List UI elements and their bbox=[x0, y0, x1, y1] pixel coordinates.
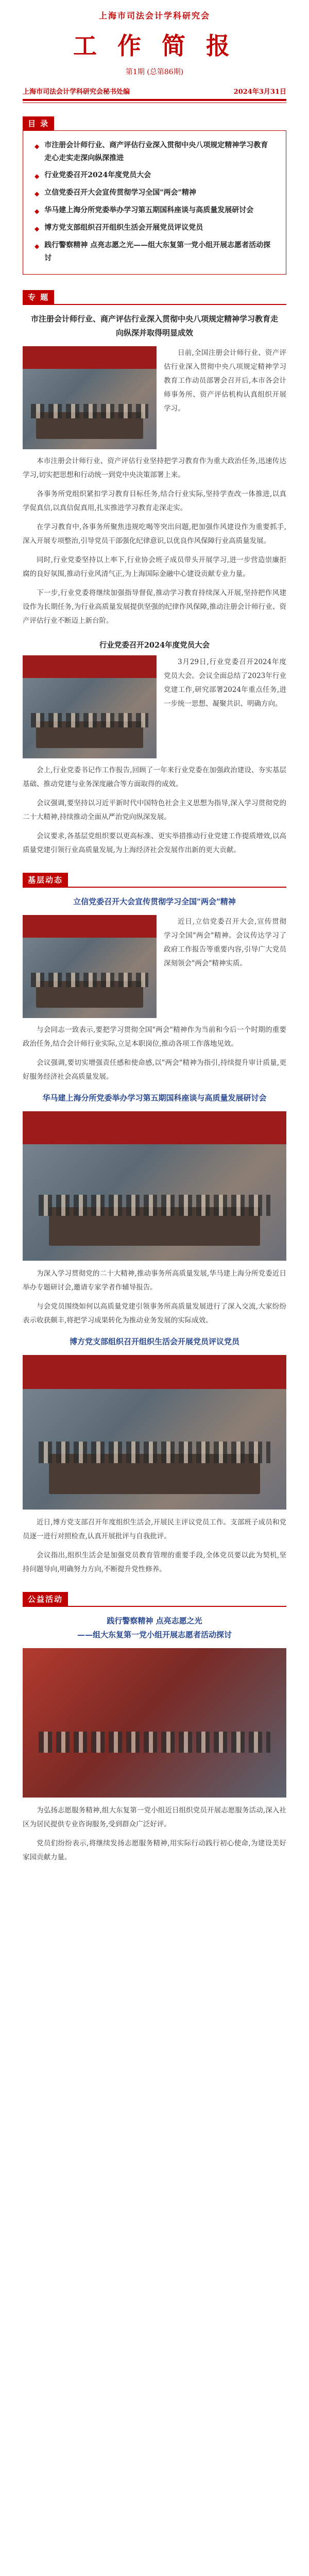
toc-item-label: 践行警察精神 点亮志愿之光——组大东复第一党小组开展志愿者活动探讨 bbox=[44, 241, 271, 262]
section-grassroots-news bbox=[23, 873, 286, 1577]
diamond-bullet-icon: ◆ bbox=[35, 225, 40, 232]
article-paragraph: 下一步,行业党委将继续加强指导督促,推动学习教育持续深入开展,坚持把作风建设作为长期任务,为行业高质量发展提供坚强的纪律作风保障,推动注册会计师行业、资产评估行业不断迈上新台阶。 bbox=[23, 589, 286, 625]
masthead-publisher: 上海市司法会计学科研究会秘书处编 bbox=[23, 88, 130, 96]
toc-item-label: 立信党委召开大会宣传贯彻学习全国"两会"精神 bbox=[44, 189, 196, 197]
masthead-rule bbox=[23, 99, 286, 101]
assembly-photo bbox=[23, 915, 157, 1018]
diamond-bullet-icon: ◆ bbox=[35, 173, 40, 180]
masthead bbox=[0, 0, 309, 77]
article-paragraph: 3月29日,行业党委召开2024年度党员大会。会议全面总结了2023年行业党建工作,研究部署2024年重点任务,进一步统一思想、凝聚共识、明确方向。 bbox=[164, 658, 286, 708]
article-title: 博方党支部组织召开组织生活会开展党员评议党员 bbox=[69, 1337, 239, 1346]
meeting-photo bbox=[23, 346, 157, 449]
article-paragraph: 各事务所党组织紧扣学习教育目标任务,结合行业实际,坚持学查改一体推进,以真学促真信,以真信促真用,扎实推进学习教育走深走实。 bbox=[23, 490, 286, 512]
masthead-org: 上海市司法会计学科研究会 bbox=[98, 11, 210, 21]
masthead-title: 工 作 简 报 bbox=[73, 32, 236, 60]
seminar-photo bbox=[23, 1111, 286, 1261]
article-paragraph: 同时,行业党委坚持以上率下,行业协会班子成员带头开展学习,进一步营造崇廉拒腐的良好氛围,推动行业风清气正,为上海国际金融中心建设贡献专业力量。 bbox=[23, 556, 286, 578]
masthead-date: 2024年3月31日 bbox=[233, 88, 286, 96]
section-party-conference bbox=[23, 639, 286, 857]
table-of-contents bbox=[23, 130, 286, 275]
article-paragraph: 会议强调,要切实增强责任感和使命感,以"两会"精神为指引,持续提升审计质量,更好服务经济社会高质量发展。 bbox=[23, 1059, 286, 1081]
volunteer-photo bbox=[23, 1648, 286, 1798]
article-paragraph: 会议强调,要坚持以习近平新时代中国特色社会主义思想为指导,深入学习贯彻党的二十大精神,持续推动全面从严治党向纵深发展。 bbox=[23, 799, 286, 821]
article-title: 市注册会计师行业、商产评估行业深入贯彻中央八项规定精神学习教育走向纵深并取得明显成效 bbox=[30, 314, 278, 337]
masthead-issue: 第1期 (总第86期) bbox=[125, 68, 184, 76]
conference-photo bbox=[23, 655, 157, 758]
diamond-bullet-icon: ◆ bbox=[35, 143, 40, 150]
toc-item-label: 华马建上海分所党委举办学习第五期国科座谈与高质量发展研讨会 bbox=[44, 206, 254, 214]
article-paragraph: 党员们纷纷表示,将继续发扬志愿服务精神,用实际行动践行初心使命,为建设美好家园贡献力量。 bbox=[23, 1839, 286, 1861]
section-rule bbox=[23, 887, 286, 888]
section-public-welfare bbox=[23, 1592, 286, 1865]
article-paragraph: 与会党员围绕如何以高质量党建引领事务所高质量发展进行了深入交流,大家纷纷表示收获颇丰,将把学习成果转化为推动业务发展的实际成效。 bbox=[23, 1302, 286, 1325]
article-paragraph: 为深入学习贯彻党的二十大精神,推动事务所高质量发展,华马建上海分所党委近日举办专题研讨会,邀请专家学者作辅导报告。 bbox=[23, 1269, 286, 1292]
article-title: 行业党委召开2024年度党员大会 bbox=[99, 641, 210, 650]
toc-item[interactable] bbox=[35, 239, 274, 264]
masthead-meta bbox=[23, 86, 286, 96]
toc-item-label: 行业党委召开2024年度党员大会 bbox=[44, 171, 151, 179]
toc-item[interactable] bbox=[35, 222, 274, 234]
article-paragraph: 会议要求,各基层党组织要以更高标准、更实举措推动行业党建工作提质增效,以高质量党建引领行业高质量发展,为上海经济社会发展作出新的更大贡献。 bbox=[23, 832, 286, 854]
toc-item[interactable] bbox=[35, 204, 274, 217]
toc-item[interactable] bbox=[35, 187, 274, 199]
diamond-bullet-icon: ◆ bbox=[35, 243, 40, 250]
article-paragraph: 会上,行业党委书记作工作报告,回顾了一年来行业党委在加强政治建设、夯实基层基础、推动党建与业务深度融合等方面取得的成效。 bbox=[23, 766, 286, 788]
toc-item[interactable] bbox=[35, 139, 274, 164]
section-tag: 专 题 bbox=[23, 290, 54, 304]
article-title: 华马建上海分所党委举办学习第五期国科座谈与高质量发展研讨会 bbox=[42, 1093, 267, 1103]
section-rule bbox=[23, 1606, 286, 1607]
toc-item-label: 博方党支部组织召开组织生活会开展党员评议党员 bbox=[44, 224, 203, 232]
toc-item[interactable] bbox=[35, 169, 274, 182]
article-paragraph: 日前,全国注册会计师行业、资产评估行业深入贯彻中央八项规定精神学习教育工作动员部署会召开后,本市各会计师事务所、资产评估机构认真组织开展学习。 bbox=[164, 349, 286, 413]
diamond-bullet-icon: ◆ bbox=[35, 208, 40, 215]
toc-item-label: 市注册会计师行业、商产评估行业深入贯彻中央八项规定精神学习教育走心走实走深向纵深推进 bbox=[44, 141, 268, 162]
section-tag: 基层动态 bbox=[23, 873, 68, 887]
article-paragraph: 在学习教育中,各事务所聚焦违规吃喝等突出问题,把加强作风建设作为重要抓手,深入开展专项整治,引导党员干部强化纪律意识,以优良作风保障行业高质量发展。 bbox=[23, 523, 286, 545]
article-paragraph: 为弘扬志愿服务精神,组大东复第一党小组近日组织党员开展志愿服务活动,深入社区为居民提供专业咨询服务,受到群众广泛好评。 bbox=[23, 1806, 286, 1828]
branch-meeting-photo bbox=[23, 1355, 286, 1510]
article-paragraph: 会议指出,组织生活会是加强党员教育管理的重要手段,全体党员要以此为契机,坚持问题导向,明确努力方向,不断提升党性修养。 bbox=[23, 1551, 286, 1573]
section-special-topic bbox=[23, 290, 286, 628]
article-paragraph: 近日,立信党委召开大会,宣传贯彻学习全国"两会"精神。会议传达学习了政府工作报告等重要内容,引导广大党员深刻领会"两会"精神实质。 bbox=[164, 918, 286, 968]
article-paragraph: 与会同志一致表示,要把学习贯彻全国"两会"精神作为当前和今后一个时期的重要政治任务,结合会计师行业实际,立足本职岗位,推动各项工作落地见效。 bbox=[23, 1026, 286, 1048]
article-title: 立信党委召开大会宣传贯彻学习全国"两会"精神 bbox=[73, 897, 236, 906]
article-title: 践行警察精神 点亮志愿之光 ——组大东复第一党小组开展志愿者活动探讨 bbox=[77, 1616, 232, 1639]
diamond-bullet-icon: ◆ bbox=[35, 190, 40, 197]
article-paragraph: 近日,博方党支部召开年度组织生活会,开展民主评议党员工作。支部班子成员和党员逐一进行对照检查,认真开展批评与自我批评。 bbox=[23, 1518, 286, 1540]
article-paragraph: 本市注册会计师行业、资产评估行业坚持把学习教育作为重大政治任务,迅速传达学习,切实把思想和行动统一到党中央决策部署上来。 bbox=[23, 457, 286, 479]
toc-tag: 目 录 bbox=[23, 116, 54, 130]
section-tag: 公益活动 bbox=[23, 1592, 68, 1606]
section-rule bbox=[23, 304, 286, 305]
